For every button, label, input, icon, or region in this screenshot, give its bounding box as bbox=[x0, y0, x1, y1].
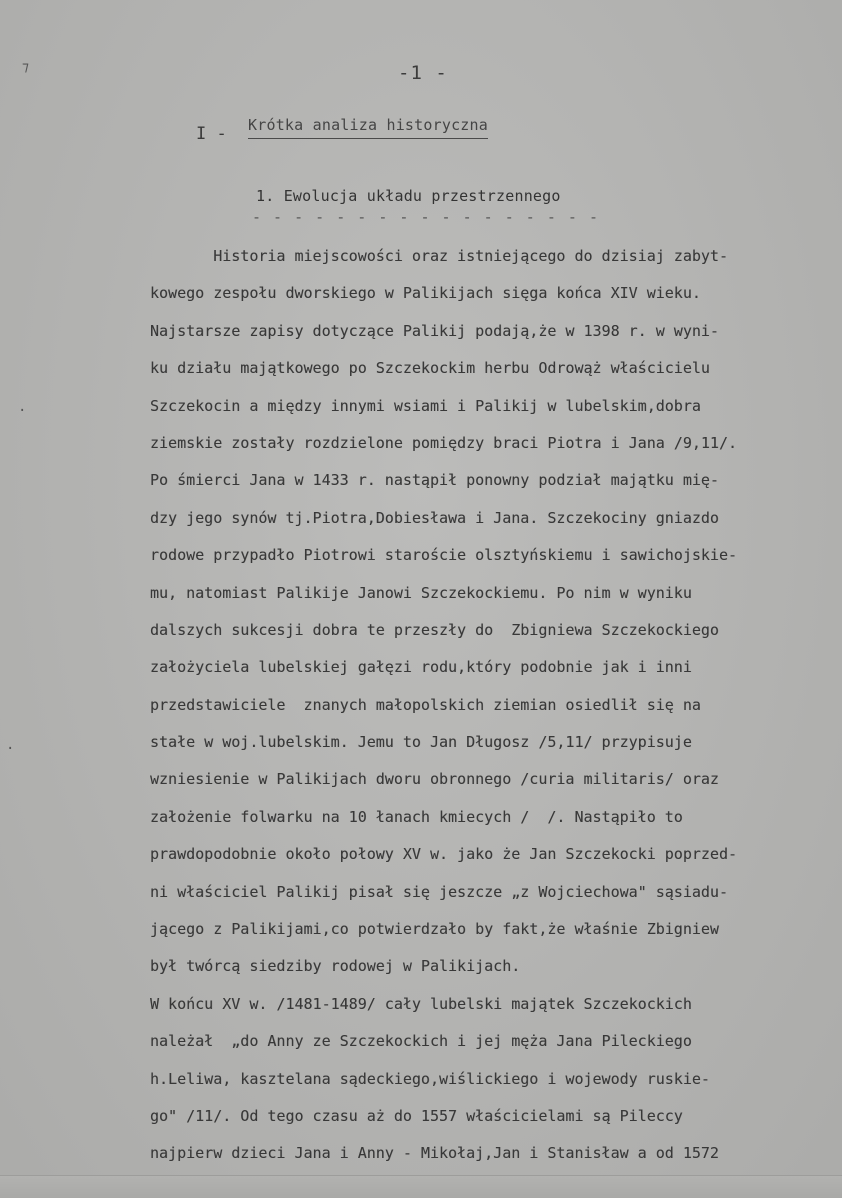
page-number: -1 - bbox=[398, 62, 448, 84]
text-line: ku działu majątkowego po Szczekockim herbu Odrowąż właścicielu bbox=[150, 359, 710, 378]
text-line: prawdopodobnie około połowy XV w. jako że Jan Szczekocki poprzed- bbox=[150, 845, 737, 864]
text-line: założyciela lubelskiej gałęzi rodu,który podobnie jak i inni bbox=[150, 658, 692, 677]
section-title: Krótka analiza historyczna bbox=[248, 116, 488, 139]
margin-mark: ⁊ bbox=[22, 59, 29, 75]
text-line: Szczekocin a między innymi wsiami i Palikij w lubelskim,dobra bbox=[150, 396, 701, 415]
text-line: ziemskie zostały rozdzielone pomiędzy braci Piotra i Jana /9,11/. bbox=[150, 433, 737, 452]
text-line: dalszych sukcesji dobra te przeszły do Zbigniewa Szczekockiego bbox=[150, 620, 719, 639]
text-line: Po śmierci Jana w 1433 r. nastąpił ponowny podział majątku mię- bbox=[150, 471, 719, 490]
text-line: Najstarsze zapisy dotyczące Palikij podają,że w 1398 r. w wyni- bbox=[150, 321, 719, 340]
margin-mark: · bbox=[18, 403, 27, 419]
text-line: mu, natomiast Palikije Janowi Szczekockiemu. Po nim w wyniku bbox=[150, 583, 692, 602]
text-line: ni właściciel Palikij pisał się jeszcze „z Wojciechowa" sąsiadu- bbox=[150, 882, 728, 901]
page-bottom-edge bbox=[0, 1175, 842, 1198]
text-line: go" /11/. Od tego czasu aż do 1557 właścicielami są Pileccy bbox=[150, 1106, 683, 1125]
section-number: I - bbox=[196, 124, 227, 144]
text-line: najpierw dzieci Jana i Anny - Mikołaj,Jan i Stanisław a od 1572 bbox=[150, 1144, 719, 1163]
text-line: jącego z Palikijami,co potwierdzało by fakt,że właśnie Zbigniew bbox=[150, 920, 719, 939]
text-line: dzy jego synów tj.Piotra,Dobiesława i Jana. Szczekociny gniazdo bbox=[150, 508, 719, 527]
text-line: należał „do Anny ze Szczekockich i jej męża Jana Pileckiego bbox=[150, 1032, 692, 1051]
text-line: h.Leliwa, kasztelana sądeckiego,wiślickiego i wojewody ruskie- bbox=[150, 1069, 710, 1088]
text-line: kowego zespołu dworskiego w Palikijach sięga końca XIV wieku. bbox=[150, 284, 701, 303]
text-line: założenie folwarku na 10 łanach kmiecych / /. Nastąpiło to bbox=[150, 807, 683, 826]
subsection-title: 1. Ewolucja układu przestrzennego bbox=[256, 187, 561, 205]
text-line: Historia miejscowości oraz istniejącego do dzisiaj zabyt- bbox=[150, 247, 728, 265]
text-line: W końcu XV w. /1481-1489/ cały lubelski majątek Szczekockich bbox=[150, 994, 692, 1013]
margin-mark: · bbox=[6, 741, 15, 757]
text-line: wzniesienie w Palikijach dworu obronnego /curia militaris/ oraz bbox=[150, 770, 719, 789]
text-line: był twórcą siedziby rodowej w Palikijach. bbox=[150, 957, 521, 976]
text-line: stałe w woj.lubelskim. Jemu to Jan Długosz /5,11/ przypisuje bbox=[150, 733, 692, 752]
text-line: przedstawiciele znanych małopolskich ziemian osiedlił się na bbox=[150, 695, 701, 714]
body-text bbox=[150, 238, 830, 1173]
text-line: rodowe przypadło Piotrowi staroście olsztyńskiemu i sawichojskie- bbox=[150, 546, 737, 565]
subsection-underline: - - - - - - - - - - - - - - - - - bbox=[252, 208, 600, 226]
